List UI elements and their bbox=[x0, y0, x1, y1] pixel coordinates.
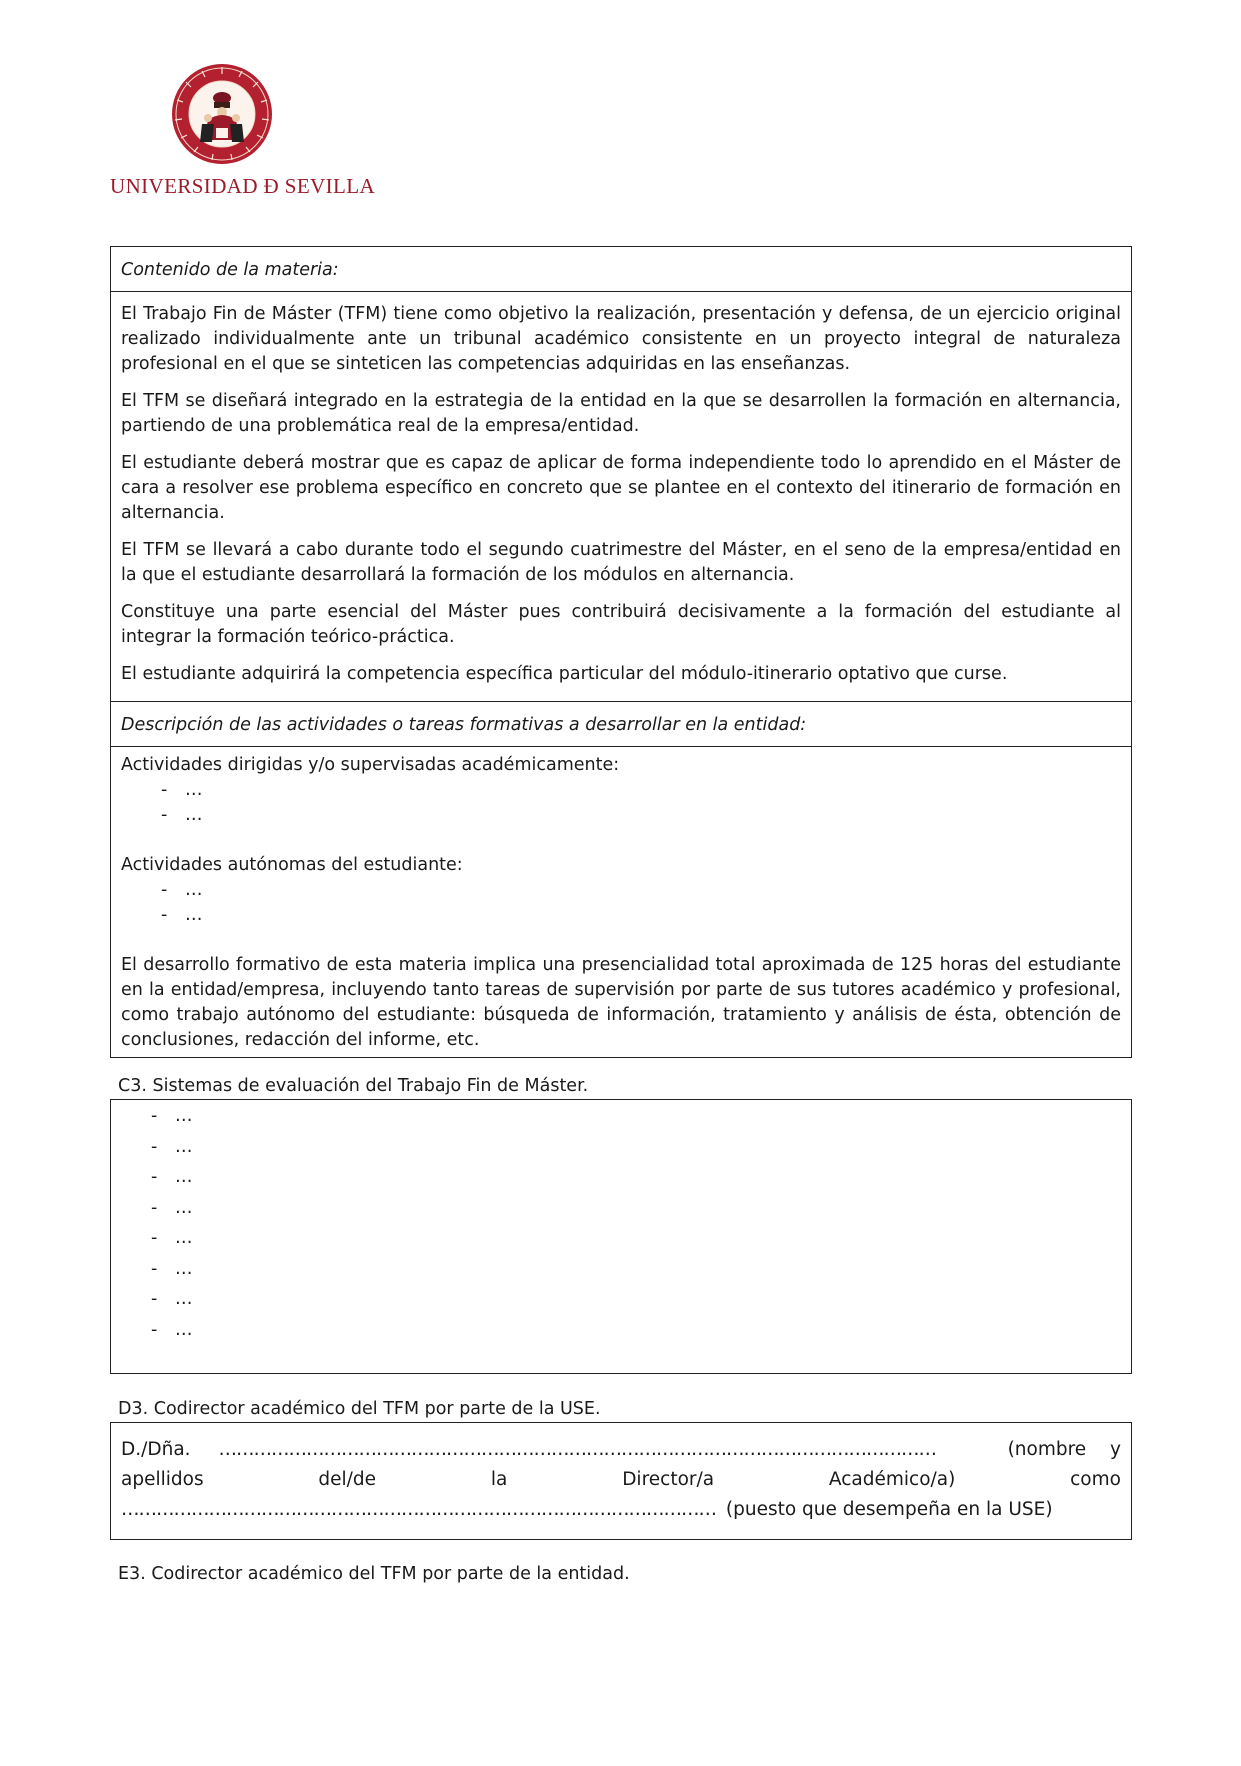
d3-line-2 bbox=[121, 1465, 1121, 1495]
contenido-header: Contenido de la materia: bbox=[111, 247, 1131, 292]
autonomas-label: Actividades autónomas del estudiante: bbox=[121, 855, 463, 875]
d3-title: D3. Codirector académico del TFM por parte de la USE. bbox=[118, 1399, 601, 1419]
contenido-paragraph: El estudiante adquirirá la competencia específica particular del módulo-itinerario optativo que curse. bbox=[121, 664, 1008, 684]
d3-word: Director/a bbox=[622, 1469, 715, 1490]
list-item: - … bbox=[151, 1196, 1121, 1227]
contenido-paragraph: El estudiante deberá mostrar que es capaz de aplicar de forma independiente todo lo aprendido en el Máster de cara a resolver ese problema específico en concreto que se plantee en el contexto del itinerario de formación en alternancia. bbox=[121, 453, 1121, 523]
d3-word: del/de bbox=[318, 1469, 377, 1490]
university-seal-icon bbox=[170, 62, 274, 166]
d3-word: apellidos bbox=[121, 1469, 204, 1490]
contenido-body bbox=[111, 292, 1131, 702]
d3-line-3 bbox=[121, 1495, 1121, 1525]
list-item: - … bbox=[151, 1318, 1121, 1349]
d3-word: Académico/a) bbox=[828, 1469, 956, 1490]
university-logo bbox=[100, 56, 376, 206]
d3-dots: …………………………………………………………………………………………………………… bbox=[218, 1439, 937, 1460]
list-item: - … bbox=[151, 1104, 1121, 1135]
list-item: - … bbox=[161, 803, 1121, 828]
dirigidas-label: Actividades dirigidas y/o supervisadas académicamente: bbox=[121, 755, 620, 775]
d3-dots: ………………………………………………………………………………………… bbox=[121, 1499, 716, 1520]
d3-box bbox=[110, 1422, 1132, 1540]
e3-title: E3. Codirector académico del TFM por parte de la entidad. bbox=[118, 1564, 630, 1584]
desarrollo-paragraph: El desarrollo formativo de esta materia implica una presencialidad total aproximada de 125 horas del estudiante en la entidad/empresa, incluyendo tanto tareas de supervisión por parte de sus tutores académico y profesional, como trabajo autónomo del estudiante: búsqueda de información, tratamiento y análisis de ésta, obtención de conclusiones, redacción del informe, etc. bbox=[121, 955, 1121, 1050]
contenido-paragraph: El TFM se diseñará integrado en la estrategia de la entidad en la que se desarrollen la formación en alternancia, partiendo de una problemática real de la empresa/entidad. bbox=[121, 391, 1121, 436]
list-item: - … bbox=[151, 1226, 1121, 1257]
actividades-header: Descripción de las actividades o tareas formativas a desarrollar en la entidad: bbox=[111, 702, 1131, 747]
list-item: - … bbox=[161, 903, 1121, 928]
c3-list bbox=[121, 1104, 1121, 1348]
main-table bbox=[110, 246, 1132, 1058]
d3-word: la bbox=[490, 1469, 508, 1490]
d3-prefix: D./Dña. bbox=[121, 1439, 191, 1460]
d3-line-1 bbox=[121, 1435, 1121, 1465]
d3-word: como bbox=[1070, 1469, 1121, 1490]
university-name: UNIVERSIDAD Ð SEVILLA bbox=[110, 174, 376, 198]
c3-box bbox=[110, 1099, 1132, 1374]
list-item: - … bbox=[151, 1165, 1121, 1196]
contenido-paragraph: Constituye una parte esencial del Máster pues contribuirá decisivamente a la formación del estudiante al integrar la formación teórico-práctica. bbox=[121, 602, 1121, 647]
d3-nombre-note: (nombre y bbox=[1007, 1439, 1121, 1460]
list-item: - … bbox=[151, 1287, 1121, 1318]
contenido-paragraph: El Trabajo Fin de Máster (TFM) tiene como objetivo la realización, presentación y defensa, de un ejercicio original realizado individualmente ante un tribunal académico consistente en un proyecto integral de naturaleza profesional en el que se sinteticen las competencias adquiridas en las enseñanzas. bbox=[121, 304, 1121, 374]
list-item: - … bbox=[151, 1257, 1121, 1288]
dirigidas-list bbox=[121, 778, 1121, 828]
actividades-body bbox=[111, 747, 1131, 1055]
d3-puesto-note: (puesto que desempeña en la USE) bbox=[725, 1499, 1053, 1520]
list-item: - … bbox=[161, 878, 1121, 903]
contenido-paragraph: El TFM se llevará a cabo durante todo el segundo cuatrimestre del Máster, en el seno de la empresa/entidad en la que el estudiante desarrollará la formación de los módulos en alternancia. bbox=[121, 540, 1121, 585]
list-item: - … bbox=[161, 778, 1121, 803]
autonomas-list bbox=[121, 878, 1121, 928]
c3-title: C3. Sistemas de evaluación del Trabajo Fin de Máster. bbox=[118, 1076, 589, 1096]
list-item: - … bbox=[151, 1135, 1121, 1166]
